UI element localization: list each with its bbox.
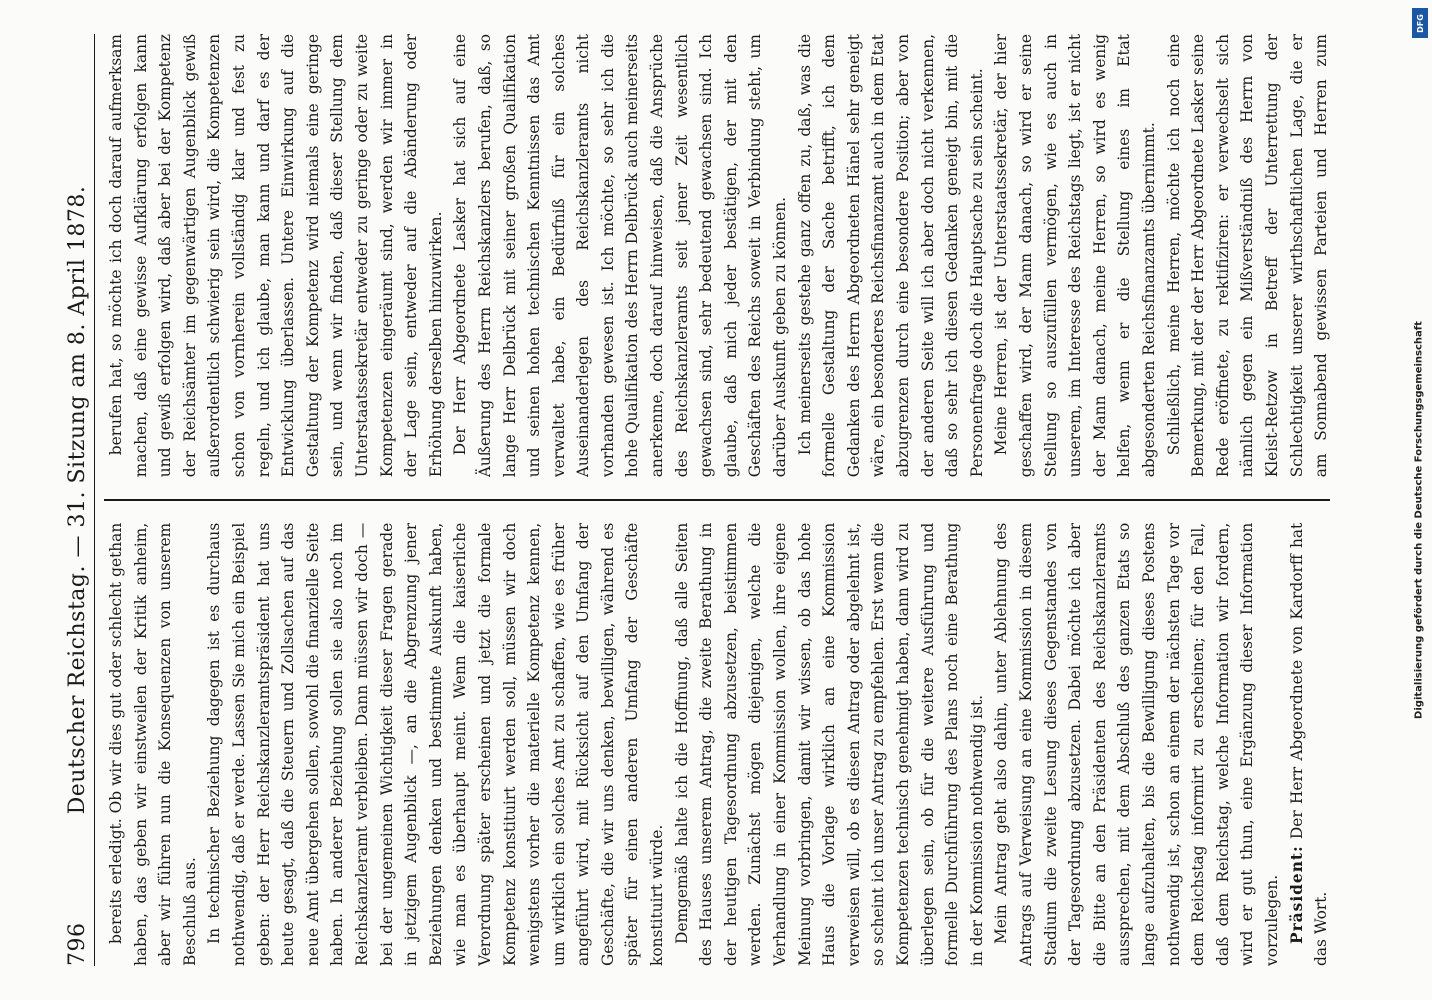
paragraph-text: Meine Herren, ist der Unterstaatssekretär, der hier geschaffen wird, der Mann danach, so wird er seine Stellung so auszufüllen vermögen, wie es auch in unserem, im Interesse des Reichstags liegt, ist er nicht der Mann danach, meine Herren, so wird es wenig helfen, wenn er die Stellung eines im Etat abgesonderten Reichsfinanzamts übernimmt. xyxy=(992,34,1158,478)
body-paragraph xyxy=(448,34,792,477)
paragraph-text: Der Herr Abgeordnete Lasker hat sich auf eine Äußerung des Herrn Reichskanzlers berufen, daß, so lange Herr Delbrück mit seiner großen Qualifikation und seinen hohen technischen Kenntnissen das Amt verwaltet habe, ein Bedürfniß für ein solches Auseinanderlegen des Reichskanzleramts nicht vorhanden gewesen ist. Ich möchte, so sehr ich die hohe Qualifikation des Herrn Delbrück auch meinerseits anerkenne, doch darauf hinweisen, daß die Ansprüche des Reichskanzleramts seit jener Zeit wesentlich gewachsen sind, sehr bedeutend gewachsen sind. Ich glaube, daß mich jeder bestätigen, der mit den Geschäften des Reichs soweit in Verbindung steht, um darüber Auskunft geben zu können. xyxy=(451,34,790,478)
body-paragraph xyxy=(202,523,669,966)
paragraph-text: Mein Antrag geht also dahin, unter Ablehnung des Antrags auf Verweisung an eine Kommission in diesem Stadium die zweite Lesung dieses Gegenstandes von der Tagesordnung abzusetzen. Dabei möchte ich aber die Bitte an den Präsidenten des Reichskanzleramts aussprechen, mit dem Abschluß des ganzen Etats so lange aufzuhalten, bis die Bewilligung dieses Postens nothwendig ist, schon an einem der nächsten Tage vor dem Reichstag informirt zu erscheinen; für den Fall, daß dem Reichstag, welche Information wir fordern, wird er gut thun, eine Ergänzung dieser Information vorzulegen. xyxy=(992,522,1281,966)
page-number: 796 xyxy=(65,922,90,966)
body-paragraph xyxy=(104,34,448,477)
text-columns xyxy=(104,34,1330,966)
running-head xyxy=(60,34,95,966)
dfg-logo-text: DFG xyxy=(1415,13,1425,33)
paragraph-text: bereits erledigt. Ob wir dies gut oder schlecht gethan haben, das geben wir einstweilen der Kritik anheim, aber wir führen nun die Konsequenzen von unserem Beschluß aus. xyxy=(107,522,199,966)
body-paragraph xyxy=(989,34,1161,477)
page-title: Deutscher Reichstag. — 31. Sitzung am 8. April 1878. xyxy=(65,185,90,815)
paragraph-text: Schließlich, meine Herren, möchte ich noch eine Bemerkung, mit der der Herr Abgeordnete Lasker seine Rede eröffnete, zu rektifiziren: er verwechselt sich nämlich gegen ein Mißverständniß des Herrn von Kleist-Retzow in Betreff der Unterrettung der Schlechtigkeit unserer wirthschaftlichen Lage, die er am Sonnabend gewissen Parteien und Herren zum xyxy=(1164,34,1330,478)
dfg-logo xyxy=(1412,8,1428,38)
paragraph-text: In technischer Beziehung dagegen ist es durchaus nothwendig, daß er werde. Lassen Sie mich ein Beispiel geben: der Herr Reichskanzleramtspräsident hat uns heute gesagt, daß die Steuern und Zollsachen auf das neue Amt übergehen sollen, sowohl die finanzielle Seite haben. In anderer Beziehung sollen sie also noch im Reichskanzleramt verbleiben. Dann müssen wir doch — bei der ungemeinen Wichtigkeit dieser Fragen gerade in jetzigem Augenblick —, an die Abgrenzung jener Beziehungen denken und bestimmte Auskunft haben, wie man es überhaupt meint. Wenn die kaiserliche Verordnung später erscheinen und jetzt die formale Kompetenz konstituirt werden soll, müssen wir doch wenigstens vorher die materielle Kompetenz kennen, um wirklich ein solches Amt zu schaffen, wie es früher angeführt wird, mit Rücksicht auf den Umfang der Geschäfte, die wir uns denken, bewilligen, während es später für einen anderen Umfang der Geschäfte konstituirt würde. xyxy=(205,522,667,966)
speech-paragraph xyxy=(1285,523,1331,966)
digitization-note xyxy=(1408,40,1430,1000)
body-paragraph xyxy=(793,34,990,477)
paragraph-text: Der Herr Abgeordnete von Kardorff hat das Wort. xyxy=(1287,522,1330,966)
body-paragraph xyxy=(1162,34,1330,477)
paragraph-text: Ich meinerseits gestehe ganz offen zu, daß, was die formelle Gestaltung der Sache betrifft, ich dem Gedanken des Herrn Abgeordneten Hänel sehr geneigt wäre, ein besonderes Reichsfinanzamt auch in dem Etat abzugrenzen durch eine besondere Position; aber von der anderen Seite will ich aber doch nicht verkennen, daß so sehr ich diesen Gedanken geneigt bin, mit die Personenfrage doch die Hauptsache zu sein scheint. xyxy=(795,34,986,478)
left-column xyxy=(104,523,1330,966)
speaker-label: Präsident: xyxy=(1287,845,1306,944)
paragraph-text: Demgemäß halte ich die Hoffnung, daß alle Seiten des Hauses unserem Antrag, die zweite Berathung in der heutigen Tagesordnung abzusetzen, beistimmen werden. Zunächst mögen diejenigen, welche die Verhandlung in einer Kommission wollen, ihre eigene Meinung vorbringen, damit wir wissen, ob das hohe Haus die Vorlage wirklich an eine Kommission verweisen will, ob es diesen Antrag oder abgelehnt ist, so scheint ich unser Antrag zu empfehlen. Erst wenn die Kompetenzen technisch genehmigt haben, dann wird zu überlegen sein, ob für die weitere Ausführung und formelle Durchführung des Plans noch eine Berathung in der Kommission nothwendig ist. xyxy=(672,522,986,966)
column-divider xyxy=(104,499,1330,501)
body-paragraph xyxy=(104,523,202,966)
right-column xyxy=(104,34,1330,477)
body-paragraph xyxy=(670,523,990,966)
body-paragraph xyxy=(989,523,1284,966)
digitization-note-text: Digitalisierung gefördert durch die Deutsche Forschungsgemeinschaft xyxy=(1413,321,1425,719)
paragraph-text: berufen hat, so möchte ich doch darauf aufmerksam machen, daß eine gewisse Aufklärung erfolgen kann und gewiß erfolgen wird, daß aber bei der Kompetenz der Reichsämter im gegenwärtigen Augenblick gewiß außerordentlich schwierig sein wird, die Kompetenzen schon von vornherein vollständig klar und fest zu regeln, und ich glaube, man kann und darf es der Entwicklung überlassen. Untere Einwirkung auf die Gestaltung der Kompetenz wird niemals eine geringe sein, und wenn wir finden, daß dieser Stellung dem Unterstaatssekretär entweder zu geringe oder zu weite Kompetenzen eingeräumt sind, werden wir immer in der Lage sein, entweder auf die Abänderung oder Erhöhung derselben hinzuwirken. xyxy=(107,34,445,478)
